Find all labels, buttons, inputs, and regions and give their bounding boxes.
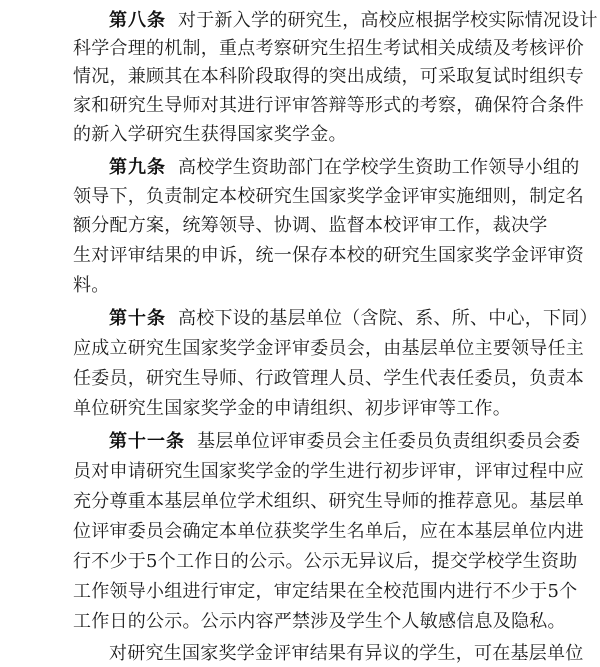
paragraph-line: 领导下，负责制定本校研究生国家奖学金评审实施细则，制定名: [73, 186, 584, 207]
paragraph-line: 的新入学研究生获得国家奖学金。: [73, 124, 347, 145]
article-heading: 第十一条: [109, 431, 185, 452]
paragraph-line: 员对申请研究生国家奖学金的学生进行初步评审，评审过程中应: [73, 461, 584, 482]
paragraph-line: 料。: [73, 275, 110, 296]
paragraph-article-11-line-1: [109, 429, 581, 455]
paragraph-article-9-line-1: [109, 155, 580, 181]
paragraph-line: 充分尊重本基层单位学术组织、研究生导师的推荐意见。基层单: [73, 491, 584, 512]
paragraph-line: 对研究生国家奖学金评审结果有异议的学生，可在基层单位: [109, 643, 584, 664]
article-heading: 第九条: [109, 157, 166, 178]
paragraph-article-10-line-1: [109, 306, 598, 332]
paragraph-line: 家和研究生导师对其进行评审答辩等形式的考察，确保符合条件: [73, 95, 584, 116]
paragraph-line: 情况，兼顾其在本科阶段取得的突出成绩，可采取复试时组织专: [73, 66, 584, 87]
paragraph-article-8-line-1: [109, 8, 598, 34]
paragraph-line: 科学合理的机制，重点考察研究生招生考试相关成绩及考核评价: [73, 38, 584, 59]
paragraph-line: 单位研究生国家奖学金的申请组织、初步评审等工作。: [73, 398, 511, 419]
paragraph-text: 高校学生资助部门在学校学生资助工作领导小组的: [177, 157, 580, 178]
article-heading: 第八条: [109, 10, 166, 31]
paragraph-line: 生对评审结果的申诉，统一保存本校的研究生国家奖学金评审资: [73, 245, 584, 266]
paragraph-line: 位评审委员会确定本单位获奖学生名单后，应在本基层单位内进: [73, 521, 584, 542]
paragraph-text: 基层单位评审委员会主任委员负责组织委员会委: [196, 431, 581, 452]
paragraph-text: 对于新入学的研究生，高校应根据学校实际情况设计: [177, 10, 598, 31]
paragraph-line: 应成立研究生国家奖学金评审委员会，由基层单位主要领导任主: [73, 338, 584, 359]
paragraph-line: 工作日的公示。公示内容严禁涉及学生个人敏感信息及隐私。: [73, 611, 566, 632]
paragraph-line: 额分配方案，统筹领导、协调、监督本校评审工作，裁决学: [73, 215, 548, 236]
article-heading: 第十条: [109, 308, 166, 329]
paragraph-line: 行不少于5个工作日的公示。公示无异议后，提交学校学生资助: [73, 551, 578, 572]
paragraph-text: 高校下设的基层单位（含院、系、所、中心，下同）: [177, 308, 598, 329]
paragraph-line: 任委员，研究生导师、行政管理人员、学生代表任委员，负责本: [73, 368, 584, 389]
paragraph-line: 工作领导小组进行审定，审定结果在全校范围内进行不少于5个: [73, 581, 578, 602]
